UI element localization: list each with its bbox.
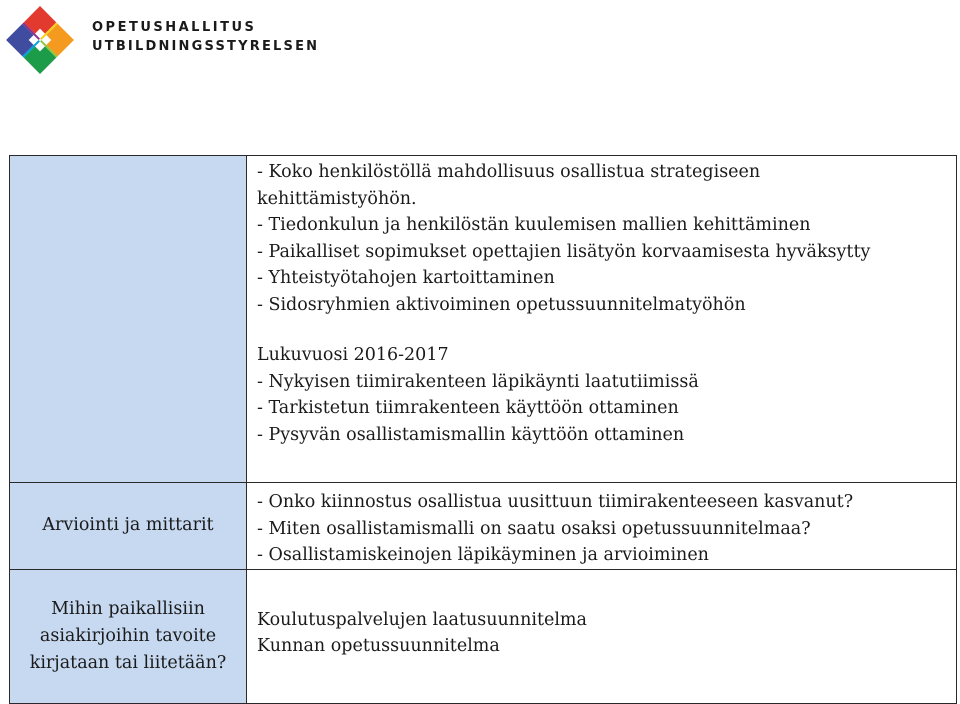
evaluation-label-cell	[10, 483, 247, 570]
evaluation-line: - Onko kiinnostus osallistua uusittuun tiimirakenteeseen kasvanut?	[257, 492, 854, 512]
label-cell-empty	[10, 156, 247, 483]
document-line: Koulutuspalvelujen laatusuunnitelma	[257, 609, 587, 630]
plan-table	[9, 155, 957, 704]
action-line: - Pysyvän osallistamismallin käyttöön ottaminen	[257, 424, 685, 445]
action-line: - Yhteistyötahojen kartoittaminen	[257, 268, 555, 288]
document-line: Kunnan opetussuunnitelma	[257, 636, 500, 656]
evaluation-line: - Osallistamiskeinojen läpikäyminen ja arvioiminen	[257, 545, 709, 565]
org-name-finnish: OPETUSHALLITUS	[92, 20, 257, 35]
diamond-mosaic-logo-icon	[4, 4, 76, 76]
page-header	[0, 0, 960, 90]
table-row-evaluation	[10, 483, 957, 570]
action-line: - Sidosryhmien aktivoiminen opetussuunnitelmatyöhön	[257, 294, 746, 315]
evaluation-label: Arviointi ja mittarit	[42, 515, 214, 536]
org-name-swedish: UTBILDNINGSSTYRELSEN	[92, 39, 320, 54]
action-line: - Nykyisen tiimirakenteen läpikäynti laatutiimissä	[257, 371, 699, 392]
documents-label-line: asiakirjoihin tavoite	[39, 625, 217, 646]
action-line: - Paikalliset sopimukset opettajien lisätyön korvaamisesta hyväksytty	[257, 241, 871, 262]
table-row-documents	[10, 569, 957, 703]
actions-cell	[247, 156, 957, 483]
documents-label-cell	[10, 569, 247, 703]
evaluation-cell	[247, 483, 957, 570]
evaluation-line: - Miten osallistamismalli on saatu osaksi opetussuunnitelmaa?	[257, 518, 811, 539]
documents-label-line: Mihin paikallisiin	[51, 598, 205, 619]
documents-label-line: kirjataan tai liitetään?	[29, 652, 227, 673]
action-line: - Tiedonkulun ja henkilöstän kuulemisen mallien kehittäminen	[257, 215, 811, 235]
table-row-actions	[10, 156, 957, 483]
documents-cell	[247, 569, 957, 703]
action-line: - Tarkistetun tiimrakenteen käyttöön ottaminen	[257, 398, 679, 418]
action-line: - Koko henkilöstöllä mahdollisuus osallistua strategiseen	[257, 162, 761, 182]
school-year-heading: Lukuvuosi 2016-2017	[257, 345, 449, 365]
action-line: kehittämistyöhön.	[257, 188, 417, 209]
